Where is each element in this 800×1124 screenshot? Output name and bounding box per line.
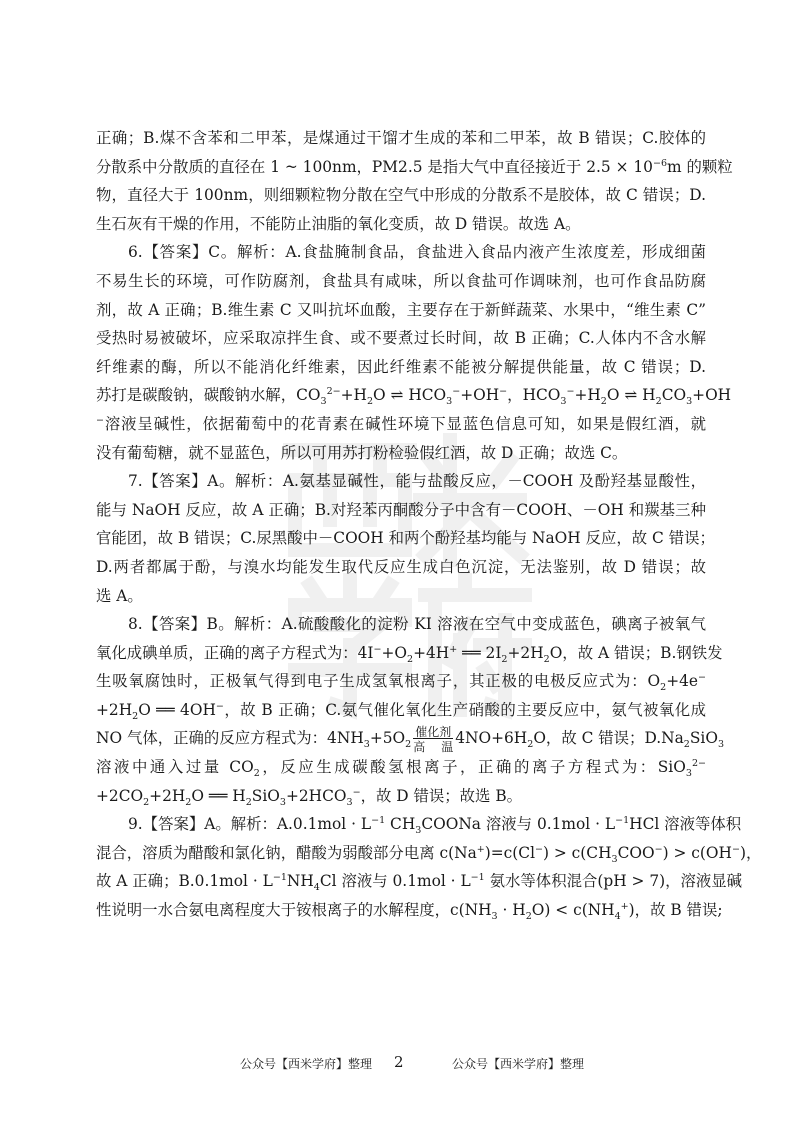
- page-number: 2: [394, 1053, 404, 1071]
- text-line: NO 气体，正确的反应方程式为：$4NH_3+5O_2$ 催化剂 高温 $4NO+6H_2O$，故 C 错误；$D.Na_2SiO_3$: [96, 724, 725, 754]
- text-line: 剂，故 A 正确；B.维生素 C 又叫抗坏血酸，主要存在于新鲜蔬菜、水果中，“维生素 C”: [96, 300, 706, 319]
- text-line: D.两者都属于酚，与溴水均能发生取代反应生成白色沉淀，无法鉴别，故 D 错误；故: [96, 557, 706, 576]
- paragraph-q8: [96, 610, 725, 810]
- catalyst-label: 催化剂: [415, 724, 452, 739]
- paragraph-q9: [96, 810, 762, 924]
- text-line: 能与 NaOH 反应，故 A 正确；B.对羟苯丙酮酸分子中含有－COOH、－OH 和羰基三种: [96, 500, 706, 519]
- page-footer: [0, 1053, 800, 1073]
- paragraph-q5-continued: [96, 124, 733, 238]
- paragraph-q7: [96, 467, 715, 610]
- text-line: 性说明一水合氨电离程度大于铵根离子的水解程度，$c(NH_3 \cdot H_2O) < c(NH_4^+)$，故 B 错误;: [96, 900, 723, 923]
- text-line: 溶液中通入过量 $CO_2$，反应生成碳酸氢根离子，正确的离子方程式为：SiO$_3^{2-}$: [96, 757, 706, 780]
- paragraph-q6: [96, 238, 732, 467]
- text-line: $+2H_2O$ ══ 4OH−，故 B 正确；C.氨气催化氧化生产硝酸的主要反应中，氨气被氧化成: [96, 700, 707, 722]
- text-line: 生石灰有干燥的作用，不能防止油脂的氧化变质，故 D 错误。故选 A。: [96, 214, 581, 233]
- text-line: 生吸氧腐蚀时，正极氧气得到电子生成氢氧根离子，其正极的电极反应式为：$O_2+4e^-$: [96, 672, 706, 694]
- text-line: 氧化成碘单质，正确的离子方程式为：$4I^-+O_2+4H^+$ ══ $2I_2+2H_2O$，故 A 错误；B.钢铁发: [96, 643, 723, 665]
- document-body: [96, 124, 762, 925]
- text-line: 物，直径大于 100nm，则细颗粒物分散在空气中形成的分散系不是胶体，故 C 错误；D.: [96, 186, 706, 205]
- text-line: 受热时易被破坏，应采取凉拌生食、或不要煮过长时间，故 B 正确；C.人体内不含水解: [96, 329, 706, 348]
- text-line: 混合，溶质为醋酸和氯化钠，醋酸为弱酸部分电离 $c(Na^+)=c(Cl^-) > c(CH_3COO^-) > c(OH^-)$，: [96, 843, 762, 865]
- text-line: $+2CO_2+2H_2O$ ══ $H_2SiO_3+2HCO_3^-$，故 D 错误；故选 B。: [96, 786, 523, 808]
- reaction-condition: [413, 726, 453, 753]
- temperature-label: 高温: [413, 739, 454, 754]
- text-line: 官能团，故 B 错误；C.尿黑酸中－COOH 和两个酚羟基均能与 NaOH 反应，故 C 错误；: [96, 529, 715, 548]
- text-line: 不易生长的环境，可作防腐剂，食盐具有咸味，所以食盐可作调味剂，也可作食品防腐: [96, 271, 706, 290]
- text-line: −溶液呈碱性，依据葡萄中的花青素在碱性环境下显蓝色信息可知，如果是假红酒，就: [96, 414, 706, 433]
- text-line: 正确；B.煤不含苯和二甲苯，是煤通过干馏才生成的苯和二甲苯，故 B 错误；C.胶体的: [96, 129, 706, 147]
- text-line: 7.【答案】A。解析：A.氨基显碱性，能与盐酸反应，－COOH 及酚羟基显酸性，: [128, 472, 706, 491]
- text-line: 分散系中分散质的直径在 1 ~ 100nm，PM2.5 是指大气中直径接近于 $2.5 \times 10^{-6}m$ 的颗粒: [96, 157, 733, 176]
- footer-source-right: 公众号【西米学府】整理: [452, 1057, 585, 1071]
- text-line: 苏打是碳酸钠，碳酸钠水解，$CO_3^{2-}+H_2O$ ⇌ $HCO_3^-+OH^-$，$HCO_3^-+H_2O$ ⇌ $H_2CO_3+OH$: [96, 386, 732, 408]
- text-line: 选 A。: [96, 586, 143, 605]
- text-line: 6.【答案】C。解析：A.食盐腌制食品，食盐进入食品内液产生浓度差，形成细菌: [128, 243, 706, 262]
- text-line: 9.【答案】A。解析：$A.0.1mol \cdot L^{-1}$ $CH_3COONa$ 溶液与 $0.1mol \cdot L^{-1}HCl$ 溶液等体积: [128, 815, 742, 837]
- footer-source-left: 公众号【西米学府】整理: [240, 1057, 373, 1071]
- text-line: 纤维素的酶，所以不能消化纤维素，因此纤维素不能被分解提供能量，故 C 错误；D.: [96, 357, 706, 376]
- text-line: 故 A 正确；$B.0.1mol \cdot L^{-1}NH_4Cl$ 溶液与 $0.1mol \cdot L^{-1}$ 氨水等体积混合(pH > 7)，溶液显碱: [96, 872, 743, 894]
- text-line: 没有葡萄糖，就不显蓝色，所以可用苏打粉检验假红酒，故 D 正确；故选 C。: [96, 443, 628, 462]
- text-line: 8.【答案】B。解析：A.硫酸酸化的淀粉 KI 溶液在空气中变成蓝色，碘离子被氧气: [128, 615, 706, 634]
